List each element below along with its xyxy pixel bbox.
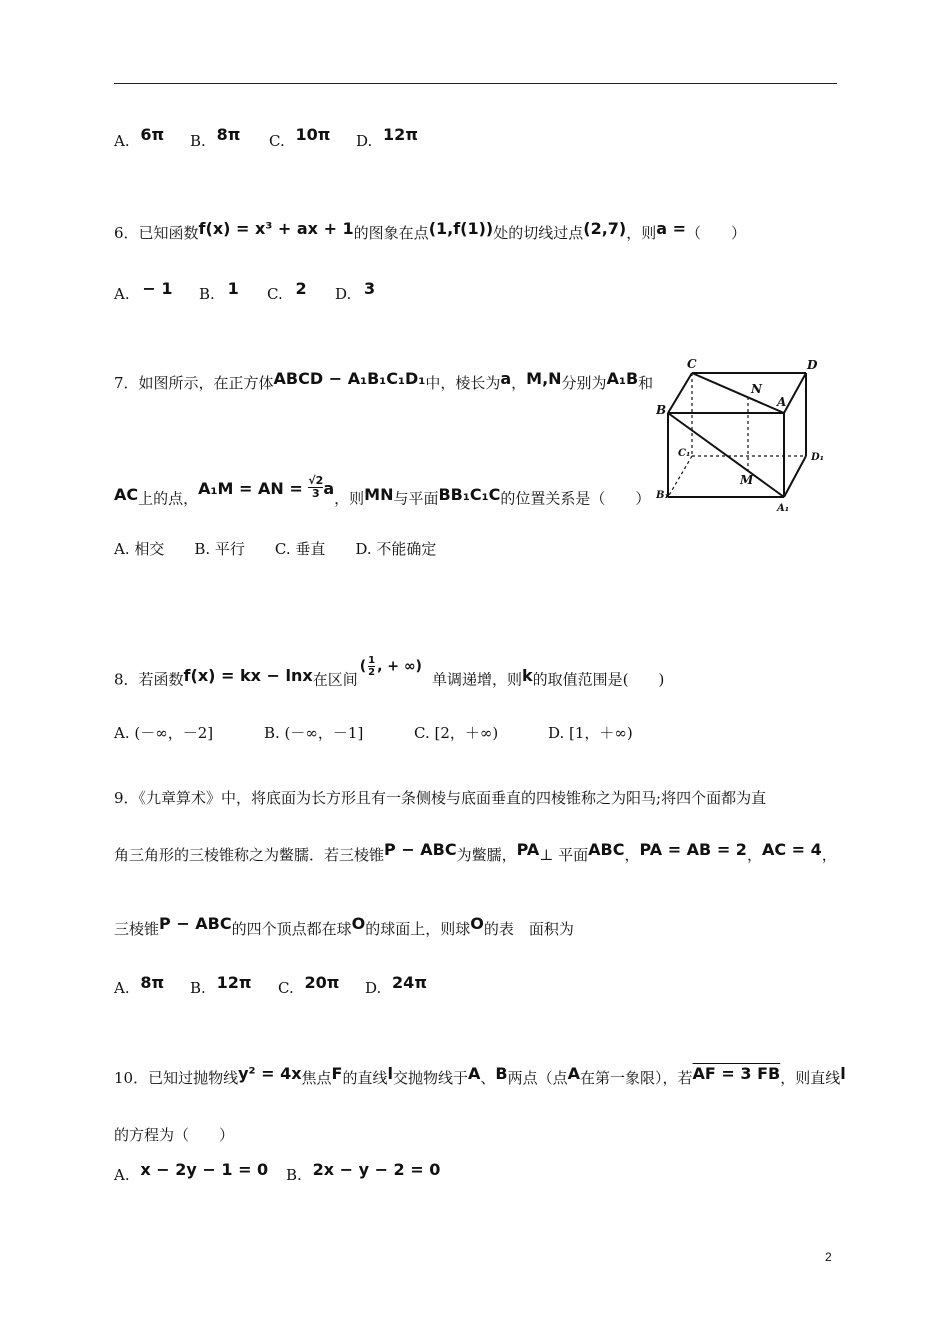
q9-text-4: ， — [624, 846, 640, 864]
q9-math-pa: PA — [516, 840, 540, 859]
q8-interval-rest: , + ∞) — [377, 658, 422, 675]
q9-text-9: 的球面上，则球 — [365, 920, 471, 938]
q5-option-d — [356, 125, 418, 150]
q8-option-c: C. [2，＋∞) — [414, 724, 499, 742]
q6-option-d — [335, 279, 376, 303]
q6-option-d-label: D. — [335, 285, 352, 303]
q6-math-a: a = — [656, 219, 687, 238]
q10-text-2: 焦点 — [301, 1069, 332, 1087]
q9-text-2: 为鳖臑， — [456, 846, 517, 864]
q9-stem-line3 — [114, 914, 574, 939]
q9-option-b-label: B. — [190, 979, 206, 997]
q10-text-1: 10．已知过抛物线 — [114, 1069, 239, 1087]
q7-stem-line2 — [114, 474, 651, 512]
q9-stem-line1: 9．《九章算术》中，将底面为长方形且有一条侧棱与底面垂直的四棱锥称之为阳马;将四个面都为直 — [114, 789, 767, 807]
q8-option-b: B. (－∞，－1] — [264, 724, 364, 742]
q9-math-ac: AC = 4 — [761, 840, 822, 859]
q7-math-mn: M,N — [526, 369, 562, 388]
q6-option-d-value: 3 — [364, 279, 376, 298]
edge-a1d1 — [784, 456, 806, 497]
q10-math-parabola: y² = 4x — [238, 1064, 302, 1083]
q10-text-3: 的直线 — [342, 1069, 388, 1087]
hidden-edge-c1b1 — [668, 456, 692, 497]
q7-text-9: 的位置关系是（ ） — [500, 489, 651, 508]
cube-figure — [656, 356, 831, 516]
q8-text-3: 单调递增，则 — [431, 670, 522, 689]
q7-math-a: a — [500, 369, 512, 388]
q7-math-ac: AC — [114, 484, 139, 504]
q9-option-c-value: 20π — [304, 973, 340, 992]
q8-option-d: D. [1，＋∞) — [548, 724, 633, 742]
q10-option-b — [286, 1160, 441, 1184]
q10-math-b: B — [495, 1064, 508, 1083]
q9-option-b-value: 12π — [216, 973, 252, 992]
label-m: M — [740, 473, 754, 487]
q9-option-a-label: A. — [114, 979, 130, 997]
label-c: C — [687, 357, 697, 371]
q7-math-cube: ABCD − A₁B₁C₁D₁ — [273, 369, 426, 388]
q9-text-5: ， — [746, 846, 762, 864]
q9-math-pa-ab: PA = AB = 2 — [639, 840, 747, 859]
q6-math-point: (1,f(1)) — [428, 219, 494, 238]
q8-text-4: 的取值范围是( ) — [532, 670, 665, 689]
q9-math-pabc2: P − ABC — [159, 914, 232, 933]
q10-option-b-label: B. — [286, 1166, 302, 1184]
label-a: A — [777, 395, 787, 409]
q5-option-a-value: 6π — [140, 125, 165, 144]
q10-option-a-label: A. — [114, 1166, 130, 1184]
label-b1: B₁ — [656, 490, 669, 501]
q10-stem-line2: 的方程为（ ） — [114, 1126, 235, 1144]
q6-option-b-value: 1 — [227, 279, 239, 298]
q8-fraction-numerator: 1 — [368, 655, 376, 666]
q6-text-3: 处的切线过点 — [493, 224, 584, 242]
q8-math-fx: f(x) = kx − lnx — [183, 665, 313, 685]
q6-option-b-label: B. — [199, 285, 215, 303]
q8-fraction-denominator: 2 — [368, 667, 376, 678]
q6-option-a-value: − 1 — [142, 279, 173, 298]
q9-math-o: O — [351, 914, 366, 933]
q7-math-plane: BB₁C₁C — [438, 484, 501, 504]
q7-text-1: 7．如图所示，在正方体 — [114, 374, 274, 392]
q10-option-a — [114, 1160, 269, 1184]
q9-text-3: ⊥ 平面 — [539, 846, 589, 864]
q6-text-4: ，则 — [626, 224, 657, 242]
q10-math-f: F — [331, 1064, 343, 1083]
q9-text-7: 三棱锥 — [114, 920, 160, 938]
q9-text-6: ， — [821, 846, 837, 864]
edge-cb — [668, 373, 692, 413]
q6-stem — [114, 219, 747, 243]
q8-text-2: 在区间 — [312, 670, 358, 689]
q9-option-b — [190, 973, 252, 997]
q10-math-a: A — [468, 1064, 481, 1083]
q10-option-a-value: x − 2y − 1 = 0 — [140, 1160, 269, 1179]
q9-option-c — [278, 973, 340, 997]
q7-text-5: 和 — [638, 374, 654, 392]
q7-math-mn2: MN — [364, 484, 394, 504]
q10-text-7: 在第一象限），若 — [580, 1069, 693, 1087]
q9-option-d — [365, 973, 427, 997]
q10-text-4: 交抛物线于 — [392, 1069, 468, 1087]
q7-text-4: 分别为 — [561, 374, 607, 392]
q10-stem-line1 — [114, 1064, 846, 1088]
q10-math-l: l — [387, 1064, 393, 1083]
q9-text-10: 的表 面积为 — [483, 920, 574, 938]
diagonal-ca — [692, 373, 787, 413]
label-a1: A₁ — [777, 503, 790, 514]
q7-fraction-numerator: √2 — [308, 474, 324, 487]
q9-option-d-label: D. — [365, 979, 382, 997]
q9-stem-line2 — [114, 840, 837, 865]
q9-math-o2: O — [470, 914, 484, 933]
q7-text-8: 与平面 — [393, 489, 439, 508]
q6-text-1: 6．已知函数 — [114, 224, 199, 242]
q5-option-b-value: 8π — [216, 125, 241, 144]
q5-option-c-label: C. — [269, 132, 285, 150]
edge-da — [784, 373, 806, 413]
q9-text-1: 角三角形的三棱锥称之为鳖臑．若三棱锥 — [114, 846, 385, 864]
q5-option-c — [269, 125, 331, 150]
q9-option-d-value: 24π — [392, 973, 427, 992]
q5-option-c-value: 10π — [295, 125, 331, 144]
q10-text-5: 、 — [480, 1069, 496, 1087]
q8-stem — [114, 655, 665, 692]
q6-math-fx: f(x) = x³ + ax + 1 — [198, 219, 354, 238]
header-rule — [114, 83, 837, 84]
q5-option-a-label: A. — [114, 132, 130, 150]
q10-text-6: 两点（点 — [507, 1069, 568, 1087]
q7-text-2: 中，棱长为 — [425, 374, 501, 392]
q7-fraction-denominator: 3 — [312, 487, 320, 500]
q6-option-c-value: 2 — [295, 279, 307, 298]
q9-option-a — [114, 973, 165, 997]
label-d: D — [807, 358, 818, 372]
q9-option-a-value: 8π — [140, 973, 165, 992]
q6-option-b — [199, 279, 239, 303]
q8-interval-fraction — [368, 655, 375, 678]
q7-options: A. 相交 B. 平行 C. 垂直 D. 不能确定 — [114, 540, 437, 558]
q8-text-1: 8．若函数 — [114, 670, 184, 689]
q9-option-c-label: C. — [278, 979, 294, 997]
q6-math-point2: (2,7) — [583, 219, 627, 238]
label-d1: D₁ — [811, 452, 825, 463]
q7-fraction — [308, 475, 323, 500]
q7-math-a1b: A₁B — [606, 369, 639, 388]
q8-interval-open: ( — [359, 658, 367, 675]
q5-option-d-label: D. — [356, 132, 373, 150]
q5-option-a — [114, 125, 165, 150]
q10-math-a2: A — [567, 1064, 581, 1083]
q6-option-c — [267, 279, 307, 303]
q7-stem-line1 — [114, 369, 654, 393]
q6-text-5: （ ） — [686, 224, 747, 242]
label-c1: C₁ — [678, 448, 691, 459]
q7-math-a2: a — [323, 478, 335, 498]
label-b: B — [656, 403, 667, 417]
q5-option-b-label: B. — [190, 132, 206, 150]
q8-option-a: A. (－∞，－2] — [114, 724, 214, 742]
q10-math-l2: l — [840, 1064, 846, 1083]
q8-math-interval — [360, 655, 422, 678]
q10-math-vector: AF = 3 FB — [692, 1064, 781, 1083]
q9-math-abc: ABC — [588, 840, 625, 859]
q5-option-b — [190, 125, 241, 150]
q7-text-6: 上的点， — [138, 489, 199, 508]
q9-text-8: 的四个顶点都在球 — [231, 920, 352, 938]
label-n: N — [751, 382, 762, 396]
q10-text-8: ，则直线 — [780, 1069, 841, 1087]
q7-text-7: ，则 — [334, 489, 365, 508]
q9-math-pabc: P − ABC — [384, 840, 457, 859]
q6-text-2: 的图象在点 — [353, 224, 429, 242]
q6-option-c-label: C. — [267, 285, 283, 303]
q7-text-3: ， — [511, 374, 527, 392]
q5-option-d-value: 12π — [383, 125, 418, 144]
q6-option-a-label: A. — [114, 285, 130, 303]
q7-math-eq: A₁M = AN = — [198, 478, 309, 498]
page-number: 2 — [825, 1250, 832, 1264]
q6-option-a — [114, 279, 173, 303]
q10-option-b-value: 2x − y − 2 = 0 — [312, 1160, 441, 1179]
q8-math-k: k — [521, 665, 533, 685]
